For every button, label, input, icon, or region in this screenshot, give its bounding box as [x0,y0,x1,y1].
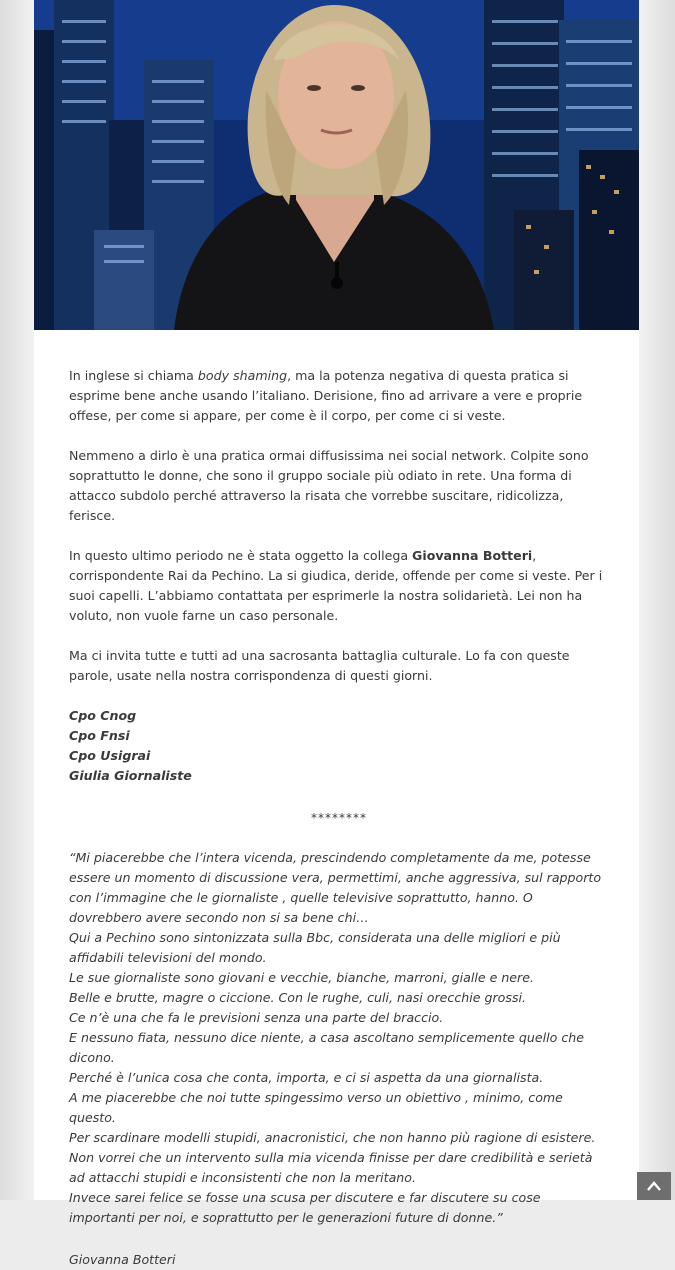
signatories-list [69,706,609,786]
paragraph-2: Nemmeno a dirlo è una pratica ormai diffusissima nei social network. Colpite sono soprattutto le donne, che sono il gruppo sociale più odiato in rete. Una forma di attacco subdolo perché attraverso la risata che vorrebbe suscitare, ridicolizza, ferisce. [69,448,589,523]
signatory: Giulia Giornaliste [69,768,192,783]
signatory: Cpo Usigrai [69,748,151,763]
left-margin [0,0,34,1200]
quote-line: Invece sarei felice se fosse una scusa per discutere e far discutere su cose importanti per noi, e soprattutto per le generazioni future di donne.” [69,1190,541,1225]
quote-line: Perché è l’unica cosa che conta, importa, e ci si aspetta da una giornalista. [69,1070,544,1085]
signatory: Cpo Cnog [69,708,137,723]
paragraph-1: In inglese si chiama body shaming, ma la potenza negativa di questa pratica si esprime bene anche usando l’italiano. Derisione, fino ad arrivare a vere e proprie offese, per come si appare, per come è il corpo, per come ci si veste. [69,368,583,423]
paragraph-3: In questo ultimo periodo ne è stata oggetto la collega Giovanna Botteri, corrispondente Rai da Pechino. La si giudica, deride, offende per come si veste. Per i suoi capelli. L’abbiamo contattata per esprimerle la nostra solidarietà. Lei non ha voluto, non vuole farne un caso personale. [69,548,603,623]
quote-block [69,848,609,1228]
quote-line: Per scardinare modelli stupidi, anacronistici, che non hanno più ragione di esistere. [69,1130,596,1145]
quote-line: “Mi piacerebbe che l’intera vicenda, prescindendo completamente da me, potesse essere un momento di discussione vera, permettimi, anche aggressiva, sul rapporto con l’immagine che le giornaliste , quelle televisive soprattutto, hanno. O dovrebbero avere secondo non si sa bene chi… [69,850,602,925]
article-hero-image [34,0,639,330]
article-body [69,366,609,1270]
article-page [34,0,639,1267]
right-margin [639,0,675,1200]
person-name-bold: Giovanna Botteri [412,548,533,563]
quote-line: Belle e brutte, magre o ciccione. Con le rughe, culi, nasi orecchie grossi. [69,990,527,1005]
chevron-up-icon [646,1177,662,1196]
quote-line: A me piacerebbe che noi tutte spingessimo verso un obiettivo , minimo, come questo. [69,1090,563,1125]
quote-line: Ce n’è una che fa le previsioni senza una parte del braccio. [69,1010,444,1025]
scroll-to-top-button[interactable] [637,1172,671,1200]
quote-line: Qui a Pechino sono sintonizzata sulla Bbc, considerata una delle migliori e più affidabili televisioni del mondo. [69,930,561,965]
quote-line: E nessuno fiata, nessuno dice niente, a casa ascoltano semplicemente quello che dicono. [69,1030,585,1065]
signatory: Cpo Fnsi [69,728,130,743]
paragraph-4: Ma ci invita tutte e tutti ad una sacrosanta battaglia culturale. Lo fa con queste parole, usate nella nostra corrispondenza di questi giorni. [69,648,570,683]
quote-line: Le sue giornaliste sono giovani e vecchie, bianche, marroni, gialle e nere. [69,970,534,985]
separator: ******** [311,811,367,825]
emphasis-body-shaming: body shaming [197,368,288,383]
quote-line: Non vorrei che un intervento sulla mia vicenda finisse per dare credibilità e serietà ad attacchi stupidi e inconsistenti che non la meritano. [69,1150,593,1185]
quote-author: Giovanna Botteri [69,1252,176,1267]
